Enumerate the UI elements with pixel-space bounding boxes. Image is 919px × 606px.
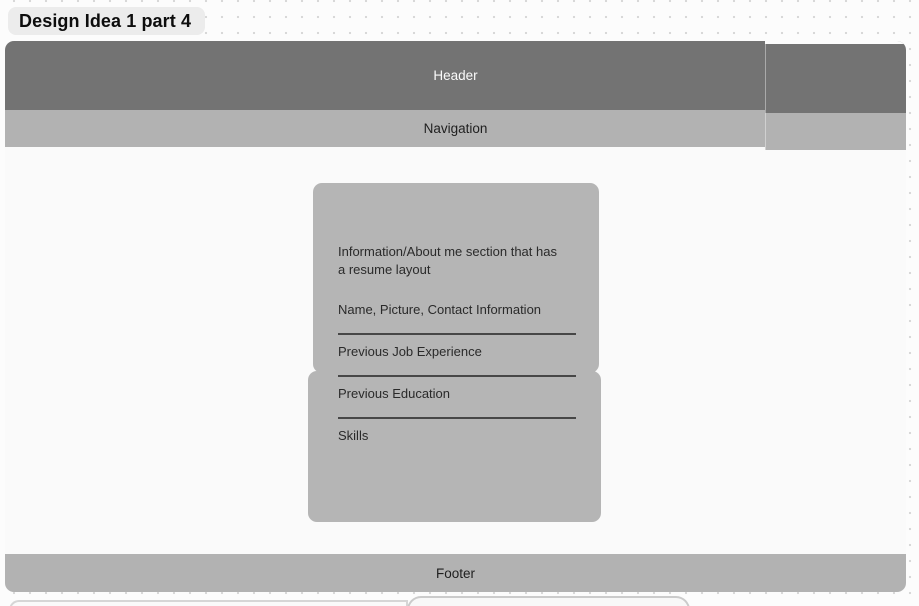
offscreen-pill-edge[interactable] <box>407 596 690 606</box>
navigation-label: Navigation <box>423 121 488 136</box>
frame-seam-line <box>765 41 766 150</box>
card-divider <box>338 417 576 419</box>
card-line-skills: Skills <box>338 428 369 443</box>
header-bar[interactable] <box>5 41 906 110</box>
frame-seam-nav <box>765 147 906 150</box>
resume-card-text <box>338 243 580 445</box>
card-line-about: Information/About me section that has a resume layout <box>338 244 557 277</box>
card-line-contact: Name, Picture, Contact Information <box>338 302 542 317</box>
footer-bar[interactable] <box>5 554 906 592</box>
card-divider <box>338 375 576 377</box>
wireframe-frame[interactable] <box>5 41 906 592</box>
frame-seam-top <box>765 41 906 44</box>
navigation-bar[interactable] <box>5 110 906 147</box>
frame-seam-header <box>765 110 906 113</box>
frame-title-pill[interactable] <box>8 7 205 35</box>
frame-title: Design Idea 1 part 4 <box>19 10 192 31</box>
card-line-job-experience: Previous Job Experience <box>338 344 482 359</box>
footer-label: Footer <box>435 565 476 581</box>
offscreen-frame-edge[interactable] <box>9 600 408 606</box>
card-divider <box>338 333 576 335</box>
header-label: Header <box>433 68 478 83</box>
card-line-education: Previous Education <box>338 386 451 401</box>
